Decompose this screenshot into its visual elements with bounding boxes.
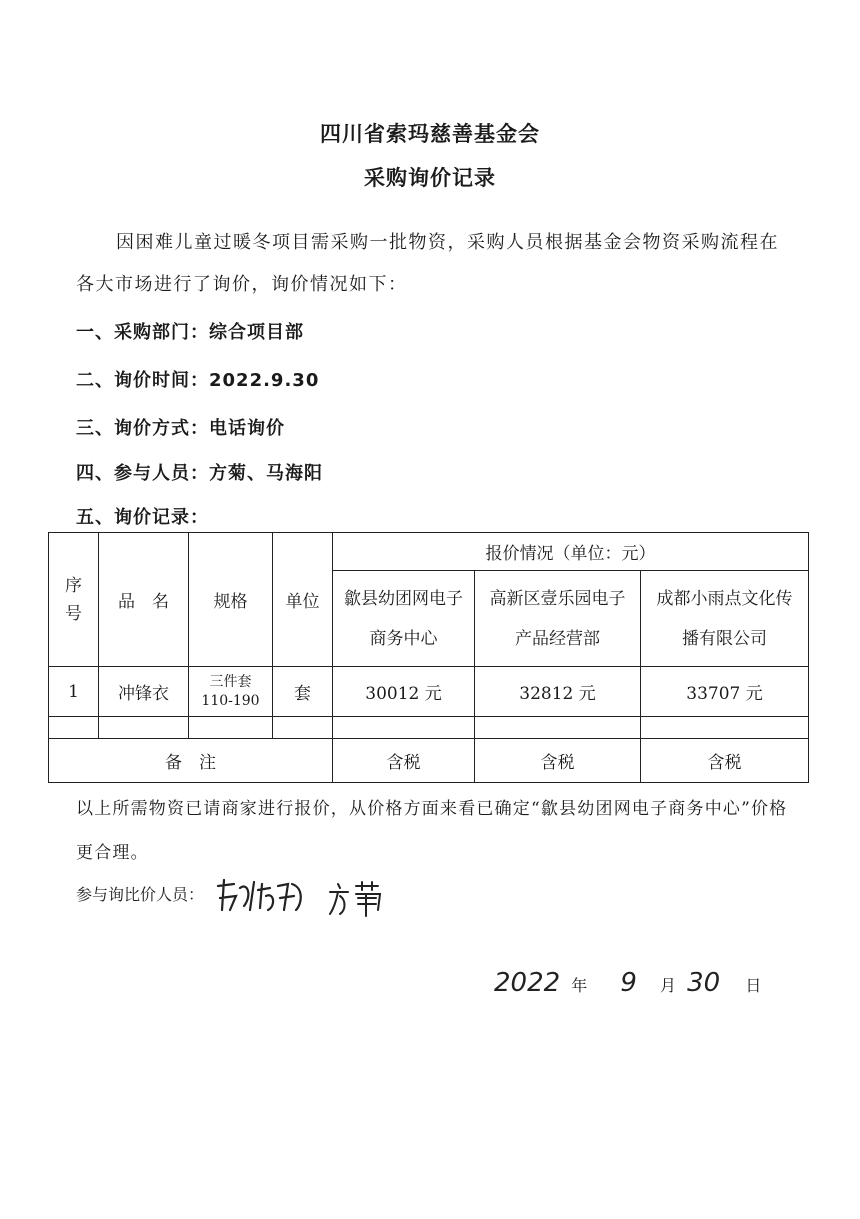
signers-row — [76, 882, 204, 905]
signature-scribble-1 — [214, 876, 314, 916]
row-price-1: 30012 元 — [333, 667, 475, 717]
intro-text: 因困难儿童过暖冬项目需采购一批物资，采购人员根据基金会物资采购流程在各大市场进行了询价，询价情况如下： — [76, 232, 779, 295]
date-month-unit: 月 — [660, 976, 677, 995]
vendor-1: 歙县幼团网电子商务中心 — [333, 571, 475, 667]
signing-date — [494, 968, 761, 998]
table-row — [49, 667, 809, 717]
vendor-3: 成都小雨点文化传播有限公司 — [641, 571, 809, 667]
remark-1: 含税 — [333, 739, 475, 783]
item-label: 四、参与人员： — [76, 463, 209, 484]
header-no: 序号 — [49, 533, 99, 667]
conclusion-paragraph: 以上所需物资已请商家进行报价，从价格方面来看已确定“歙县幼团网电子商务中心”价格更合理。 — [76, 799, 788, 863]
item-value: 综合项目部 — [209, 322, 304, 343]
date-year-unit: 年 — [571, 976, 588, 995]
header-price-group: 报价情况（单位：元） — [333, 533, 809, 571]
item-department — [76, 318, 304, 344]
header-spec: 规格 — [189, 533, 273, 667]
item-label: 一、采购部门： — [76, 322, 209, 343]
row-unit: 套 — [273, 667, 333, 717]
item-value: 电话询价 — [209, 418, 285, 439]
remark-3: 含税 — [641, 739, 809, 783]
item-value: 2022.9.30 — [209, 370, 320, 391]
date-year: 2022 — [494, 968, 561, 998]
date-month: 9 — [620, 968, 637, 998]
item-participants — [76, 459, 323, 485]
remark-row — [49, 739, 809, 783]
remark-label: 备 注 — [49, 739, 333, 783]
vendor-2: 高新区壹乐园电子产品经营部 — [475, 571, 641, 667]
item-label: 三、询价方式： — [76, 418, 209, 439]
signature-ma-haiyang — [214, 876, 314, 923]
quote-table — [48, 532, 809, 783]
item-method — [76, 414, 285, 440]
date-day: 30 — [687, 968, 721, 998]
item-label: 五、询价记录： — [76, 507, 209, 528]
signers-label: 参与询比价人员： — [76, 885, 205, 904]
table-row-empty — [49, 717, 809, 739]
row-no: 1 — [49, 667, 99, 717]
row-price-2: 32812 元 — [475, 667, 641, 717]
date-day-unit: 日 — [745, 976, 762, 995]
header-unit: 单位 — [273, 533, 333, 667]
remark-2: 含税 — [475, 739, 641, 783]
signature-scribble-2 — [328, 880, 388, 918]
signature-fang-ju — [328, 880, 388, 925]
document-title: 四川省索玛慈善基金会 — [320, 122, 540, 146]
item-label: 二、询价时间： — [76, 370, 209, 391]
item-date — [76, 366, 319, 392]
row-name: 冲锋衣 — [99, 667, 189, 717]
row-price-3: 33707 元 — [641, 667, 809, 717]
row-spec: 三件套 110-190 — [189, 667, 273, 717]
intro-paragraph — [76, 222, 796, 306]
item-records — [76, 503, 209, 529]
document-subtitle: 采购询价记录 — [364, 166, 496, 190]
item-value: 方菊、马海阳 — [209, 463, 323, 484]
header-name: 品 名 — [99, 533, 189, 667]
